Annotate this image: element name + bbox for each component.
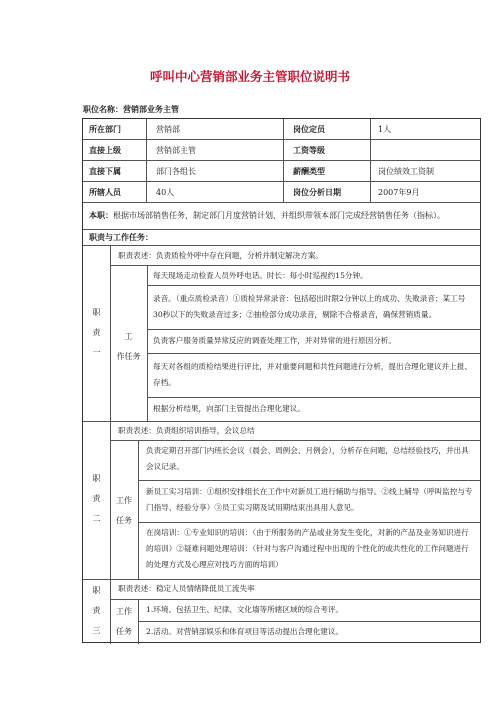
duty3-task-label: 工作 任务 [116,607,132,636]
duty3-task-1: 1.环境、包括卫生、纪律、文化墙等所辖区域的综合考评。 [146,605,344,614]
summary [89,210,475,221]
document-title: 呼叫中心营销部业务主管职位说明书 [149,69,350,84]
grade-label: 工资等级 [293,146,325,155]
superior-value: 营销部主管 [156,146,196,155]
subordinate-value: 部门各组长 [156,167,196,176]
duty1-task-5: 根据分析结果，向部门主管提出合理化建议。 [153,404,305,413]
duty1-task-3: 负责客户服务质量异常反应的调查处理工作，并对异常的进行原因分析。 [153,336,396,345]
duty2-task-3: 在岗培训：①专业知识的培训：（由于所服务的产品或业务发生变化，对新的产品及业务知识进行的培训）②疑难问题处理培训：（针对与客户沟通过程中出现的个性化的或共性化的工作问题进行的处理方式及心理应对技巧方面的培训） [146,528,469,569]
date-value: 2007年9月 [378,188,420,197]
duty1-label: 职 责 一 [92,308,101,357]
pay-label: 薪酬类型 [293,167,325,176]
pay-value: 岗位绩效工资制 [378,167,434,176]
duty2-task-1: 负责定期召开部门内班长会议（晨会、周例会、月例会），分析存在问题，总结经验技巧，并出具会议记录。 [146,446,469,471]
duty1-task-4: 每天对各组的质检结果进行评比，并对重要问题和共性问题进行分析，提出合理化建议并上报、存档。 [153,362,472,387]
subordinate-label: 直接下属 [89,167,121,176]
dept-value: 营销部 [156,125,180,134]
duty3-statement: 职责表述：稳定人员情绪降低员工流失率 [118,584,255,593]
summary-label: 本职： [89,211,113,220]
position-name: 职位名称：营销部业务主管 [83,105,179,114]
date-label: 岗位分析日期 [293,188,341,197]
duty1-task-2: 录音。（重点质检录音）①质检异常录音：包括超出时限2分钟以上的成功、失败录音；某工号30秒以下的失败录音过多；②抽检部分成功录音，剔除不合格录音，确保营销质量。 [153,294,466,319]
duty3-task-2: 2.活动。对营销部娱乐和体育项目等活动提出合理化建议。 [146,627,344,636]
duties-header: 职责与工作任务： [89,233,153,242]
duty1-task-1: 每天现场走动检查人员外呼电话。时长：每小时巡视约15分钟。 [153,271,368,280]
duty2-statement: 职责表述：负责组织培训指导，会议总结 [118,426,255,435]
duty1-task-label: 工 作任务 [116,332,141,361]
quota-label: 岗位定员 [293,125,325,134]
duty2-label: 职 责 二 [92,474,101,523]
duty1-statement: 职责表述：负责质检外呼中存在问题，分析并制定解决方案。 [118,251,324,260]
duty2-task-2: 新员工实习培训：①组织安排组长在工作中对新员工进行辅助与指导。②线上辅导（呼叫监控与专门指导、经验分享）③员工实习期及试用期结束出具用人意见。 [146,487,473,512]
summary-text: 根据市场部销售任务，制定部门月度营销计划，并组织带领本部门完成经营销售任务（指标）。 [113,211,445,220]
superior-label: 直接上级 [89,146,121,155]
duty2-task-label: 工作 任务 [116,496,132,525]
staff-value: 40人 [156,188,175,197]
staff-label: 所辖人员 [89,188,121,197]
quota-value: 1人 [378,125,392,134]
job-description-table [82,118,481,643]
dept-label: 所在部门 [89,125,121,134]
duty3-label: 职 责 三 [92,586,101,635]
